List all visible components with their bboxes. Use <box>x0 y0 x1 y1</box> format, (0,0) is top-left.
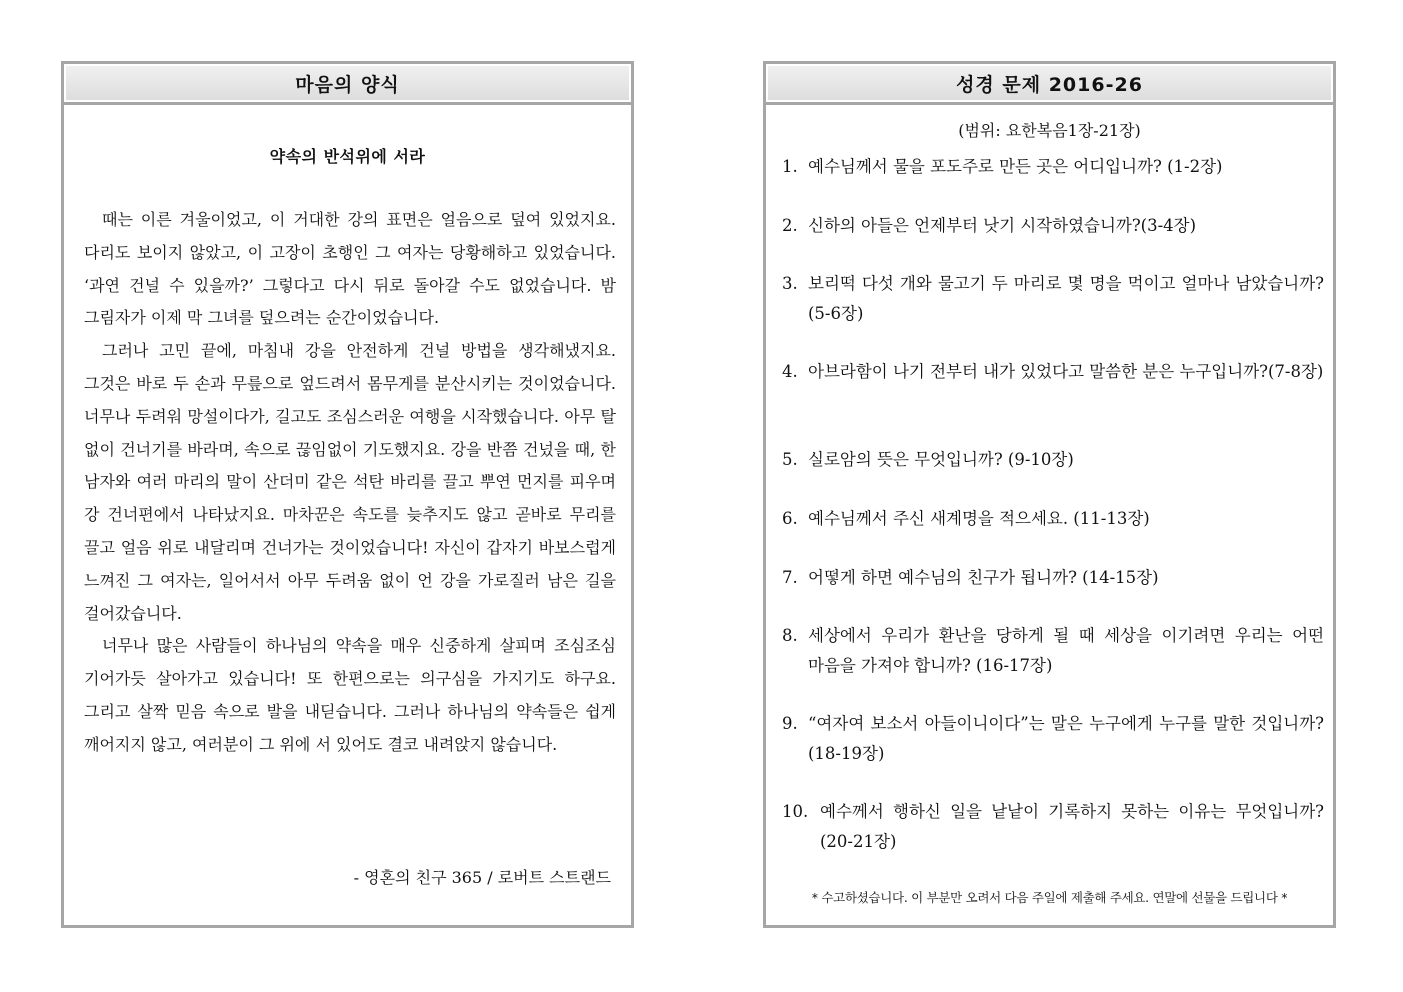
question-number: 9. <box>782 714 798 733</box>
question-number: 5. <box>782 450 798 469</box>
essay-body <box>84 204 616 762</box>
question-text: 예수님께서 주신 새계명을 적으세요. (11-13장) <box>808 509 1150 528</box>
essay-title: 약속의 반석위에 서라 <box>269 147 426 166</box>
question-text: 예수님께서 물을 포도주로 만든 곳은 어디입니까? (1-2장) <box>808 157 1223 176</box>
question-text: 신하의 아들은 언제부터 낫기 시작하였습니까?(3-4장) <box>808 216 1197 235</box>
question-item <box>782 709 1324 769</box>
question-text: 실로암의 뜻은 무엇입니까? (9-10장) <box>808 450 1074 469</box>
question-text: 예수께서 행하신 일을 낱낱이 기록하지 못하는 이유는 무엇입니까? (20-21장) <box>820 802 1324 851</box>
essay-paragraph: 그러나 고민 끝에, 마침내 강을 안전하게 건널 방법을 생각해냈지요. 그것은 바로 두 손과 무릎으로 엎드려서 몸무게를 분산시키는 것이었습니다. 너무나 두려워 망설이다가, 길고도 조심스러운 여행을 시작했습니다. 아무 탈 없이 건너기를 바라며, 속으로 끊임없이 기도했지요. 강을 반쯤 건넜을 때, 한 남자와 여러 마리의 말이 산더미 같은 석탄 바리를 끌고 뿌연 먼지를 피우며 강 건너편에서 나타났지요. 마차꾼은 속도를 늦추지도 않고 곧바로 무리를 끌고 얼음 위로 내달리며 건너가는 것이었습니다! 자신이 갑자기 바보스럽게 느껴진 그 여자는, 일어서서 아무 두려움 없이 언 강을 가로질러 남은 길을 걸어갔습니다. <box>84 341 616 623</box>
question-item <box>782 445 1324 475</box>
bible-quiz-panel <box>763 61 1336 928</box>
question-item <box>782 269 1324 329</box>
question-number: 4. <box>782 362 798 381</box>
question-item <box>782 152 1324 182</box>
question-item <box>782 797 1324 857</box>
quiz-range: (범위: 요한복음1장-21장) <box>958 121 1141 140</box>
question-text: 보리떡 다섯 개와 물고기 두 마리로 몇 명을 먹이고 얼마나 남았습니까? (5-6장) <box>808 274 1324 323</box>
devotional-panel <box>61 61 634 928</box>
question-text: “여자여 보소서 아들이니이다”는 말은 누구에게 누구를 말한 것입니까?(18-19장) <box>808 714 1324 763</box>
question-number: 3. <box>782 274 798 293</box>
question-item <box>782 211 1324 241</box>
essay-source: - 영혼의 친구 365 / 로버트 스트랜드 <box>353 868 611 887</box>
question-number: 6. <box>782 509 798 528</box>
submission-note: * 수고하셨습니다. 이 부분만 오려서 다음 주일에 제출해 주세요. 연말에 선물을 드립니다 * <box>811 890 1288 905</box>
question-text: 어떻게 하면 예수님의 친구가 됩니까? (14-15장) <box>808 568 1159 587</box>
question-text: 세상에서 우리가 환난을 당하게 될 때 세상을 이기려면 우리는 어떤 마음을 가져야 합니까? (16-17장) <box>808 626 1324 675</box>
devotional-header: 마음의 양식 <box>64 64 631 105</box>
essay-paragraph: 때는 이른 겨울이었고, 이 거대한 강의 표면은 얼음으로 덮여 있었지요. 다리도 보이지 않았고, 이 고장이 초행인 그 여자는 당황해하고 있었습니다. ‘과연 건널 수 있을까?’ 그렇다고 다시 뒤로 돌아갈 수도 없었습니다. 밤 그림자가 이제 막 그녀를 덮으려는 순간이었습니다. <box>84 210 616 328</box>
essay-paragraph: 너무나 많은 사람들이 하나님의 약속을 매우 신중하게 살피며 조심조심 기어가듯 살아가고 있습니다! 또 한편으로는 의구심을 가지기도 하구요. 그리고 살짝 믿음 속으로 발을 내딛습니다. 그러나 하나님의 약속들은 쉽게 깨어지지 않고, 여러분이 그 위에 서 있어도 결코 내려앉지 않습니다. <box>84 636 616 754</box>
question-number: 10. <box>782 802 809 821</box>
question-number: 1. <box>782 157 798 176</box>
question-number: 7. <box>782 568 798 587</box>
question-item <box>782 357 1324 387</box>
question-text: 아브라함이 나기 전부터 내가 있었다고 말씀한 분은 누구입니까?(7-8장) <box>808 362 1324 381</box>
question-number: 2. <box>782 216 798 235</box>
quiz-header: 성경 문제 2016-26 <box>766 64 1333 105</box>
question-item <box>782 621 1324 681</box>
question-number: 8. <box>782 626 798 645</box>
question-item <box>782 504 1324 534</box>
question-item <box>782 563 1324 593</box>
